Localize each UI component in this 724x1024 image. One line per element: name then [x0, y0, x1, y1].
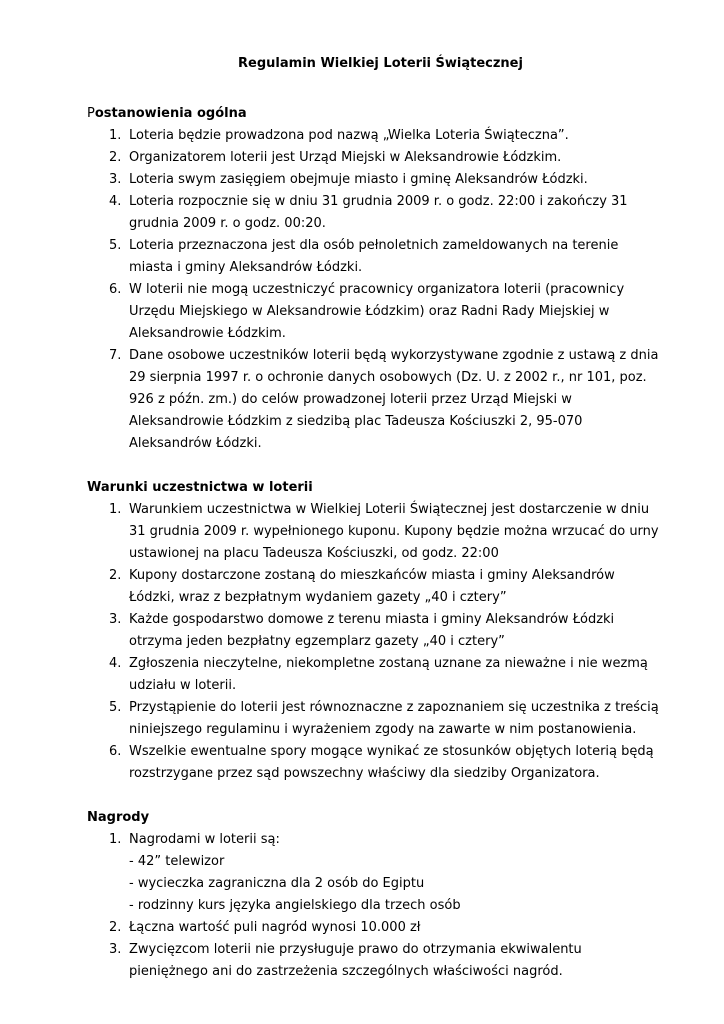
- list-item: [87, 169, 664, 191]
- list-item-number: 5.: [109, 700, 122, 715]
- prize-subitem: - wycieczka zagraniczna dla 2 osób do Egiptu: [129, 876, 425, 891]
- list-item-text: Loteria swym zasięgiem obejmuje miasto i gminę Aleksandrów Łódzki.: [129, 172, 588, 187]
- list-item-number: 4.: [109, 656, 122, 671]
- list-item-number: 6.: [109, 744, 122, 759]
- list-item-text: Przystąpienie do loterii jest równoznaczne z zapoznaniem się uczestnika z treścią niniejszego regulaminu i wyrażeniem zgody na zawarte w nim postanowienia.: [129, 700, 659, 737]
- list-item-number: 2.: [109, 150, 122, 165]
- section-heading: Warunki uczestnictwa w loterii: [87, 480, 313, 495]
- list-item-text: W loterii nie mogą uczestniczyć pracownicy organizatora loterii (pracownicy Urzędu Miejskiego w Aleksandrowie Łódzkim) oraz Radni Rady Miejskiej w Aleksandrowie Łódzkim.: [129, 282, 625, 341]
- list-item-text: Wszelkie ewentualne spory mogące wynikać ze stosunków objętych loterią będą rozstrzygane przez sąd powszechny właściwy dla siedziby Organizatora.: [129, 744, 654, 781]
- list-item-number: 6.: [109, 282, 122, 297]
- list-item-text: Loteria przeznaczona jest dla osób pełnoletnich zameldowanych na terenie miasta i gminy Aleksandrów Łódzki.: [129, 238, 619, 275]
- list-item: [87, 653, 664, 697]
- list-item-text: Warunkiem uczestnictwa w Wielkiej Loterii Świątecznej jest dostarczenie w dniu 31 grudnia 2009 r. wypełnionego kuponu. Kupony będzie można wrzucać do urny ustawionej na placu Tadeusza Kościuszki, od godz. 22:00: [129, 502, 659, 561]
- list-item: [87, 499, 664, 565]
- list-item: [87, 345, 664, 455]
- list-item: [87, 125, 664, 147]
- list-item-text: Organizatorem loterii jest Urząd Miejski w Aleksandrowie Łódzkim.: [129, 150, 562, 165]
- list-item: [87, 917, 664, 939]
- conditions-list: [87, 499, 664, 785]
- list-item-text: Dane osobowe uczestników loterii będą wykorzystywane zgodnie z ustawą z dnia 29 sierpnia 1997 r. o ochronie danych osobowych (Dz. U. z 2002 r., nr 101, poz. 926 z późn. zm.) do celów prowadzonej loterii przez Urząd Miejski w Aleksandrowie Łódzkim z siedzibą plac Tadeusza Kościuszki 2, 95-070 Aleksandrów Łódzki.: [129, 348, 659, 451]
- document-title: Regulamin Wielkiej Loterii Świątecznej: [238, 56, 523, 71]
- list-item-text: Zwycięzcom loterii nie przysługuje prawo do otrzymania ekwiwalentu pieniężnego ani do zastrzeżenia szczególnych właściwości nagród.: [129, 942, 582, 979]
- list-item-number: 2.: [109, 568, 122, 583]
- list-item-text: Łączna wartość puli nagród wynosi 10.000 zł: [129, 920, 421, 935]
- list-item-number: 1.: [109, 502, 122, 517]
- list-item-text: Loteria będzie prowadzona pod nazwą „Wielka Loteria Świąteczna”.: [129, 128, 569, 143]
- section-participation-conditions: [87, 477, 664, 785]
- list-item-number: 2.: [109, 920, 122, 935]
- prize-subitem: - 42” telewizor: [129, 854, 225, 869]
- list-item-text: Loteria rozpocznie się w dniu 31 grudnia 2009 r. o godz. 22:00 i zakończy 31 grudnia 2009 r. o godz. 00:20.: [129, 194, 628, 231]
- list-item: [87, 191, 664, 235]
- list-item: [87, 565, 664, 609]
- section-heading-initial: P: [87, 106, 95, 121]
- section-heading-rest: ostanowienia ogólna: [94, 106, 247, 121]
- section-heading: Nagrody: [87, 810, 150, 825]
- list-item-number: 3.: [109, 942, 122, 957]
- list-item-number: 1.: [109, 128, 122, 143]
- list-item-number: 3.: [109, 172, 122, 187]
- list-item-number: 7.: [109, 348, 122, 363]
- section-prizes: [87, 807, 664, 983]
- list-item: [87, 279, 664, 345]
- list-item-number: 5.: [109, 238, 122, 253]
- provisions-list: [87, 125, 664, 455]
- section-heading: [87, 103, 664, 125]
- list-item: [87, 147, 664, 169]
- list-item-number: 1.: [109, 832, 122, 847]
- prize-subitem: - rodzinny kurs języka angielskiego dla trzech osób: [129, 898, 461, 913]
- list-item: [87, 939, 664, 983]
- section-general-provisions: [87, 103, 664, 455]
- list-item: [87, 235, 664, 279]
- list-item-text: Kupony dostarczone zostaną do mieszkańców miasta i gminy Aleksandrów Łódzki, wraz z bezpłatnym wydaniem gazety „40 i cztery”: [129, 568, 615, 605]
- list-item: [87, 741, 664, 785]
- list-item: [87, 609, 664, 653]
- prizes-list: [87, 829, 664, 983]
- list-item: [87, 697, 664, 741]
- list-item: [87, 829, 664, 917]
- list-item-number: 3.: [109, 612, 122, 627]
- list-item-text: Nagrodami w loterii są:: [129, 832, 280, 847]
- list-item-text: Każde gospodarstwo domowe z terenu miasta i gminy Aleksandrów Łódzki otrzyma jeden bezpłatny egzemplarz gazety „40 i cztery”: [129, 612, 615, 649]
- list-item-number: 4.: [109, 194, 122, 209]
- list-item-text: Zgłoszenia nieczytelne, niekompletne zostaną uznane za nieważne i nie wezmą udziału w loterii.: [129, 656, 648, 693]
